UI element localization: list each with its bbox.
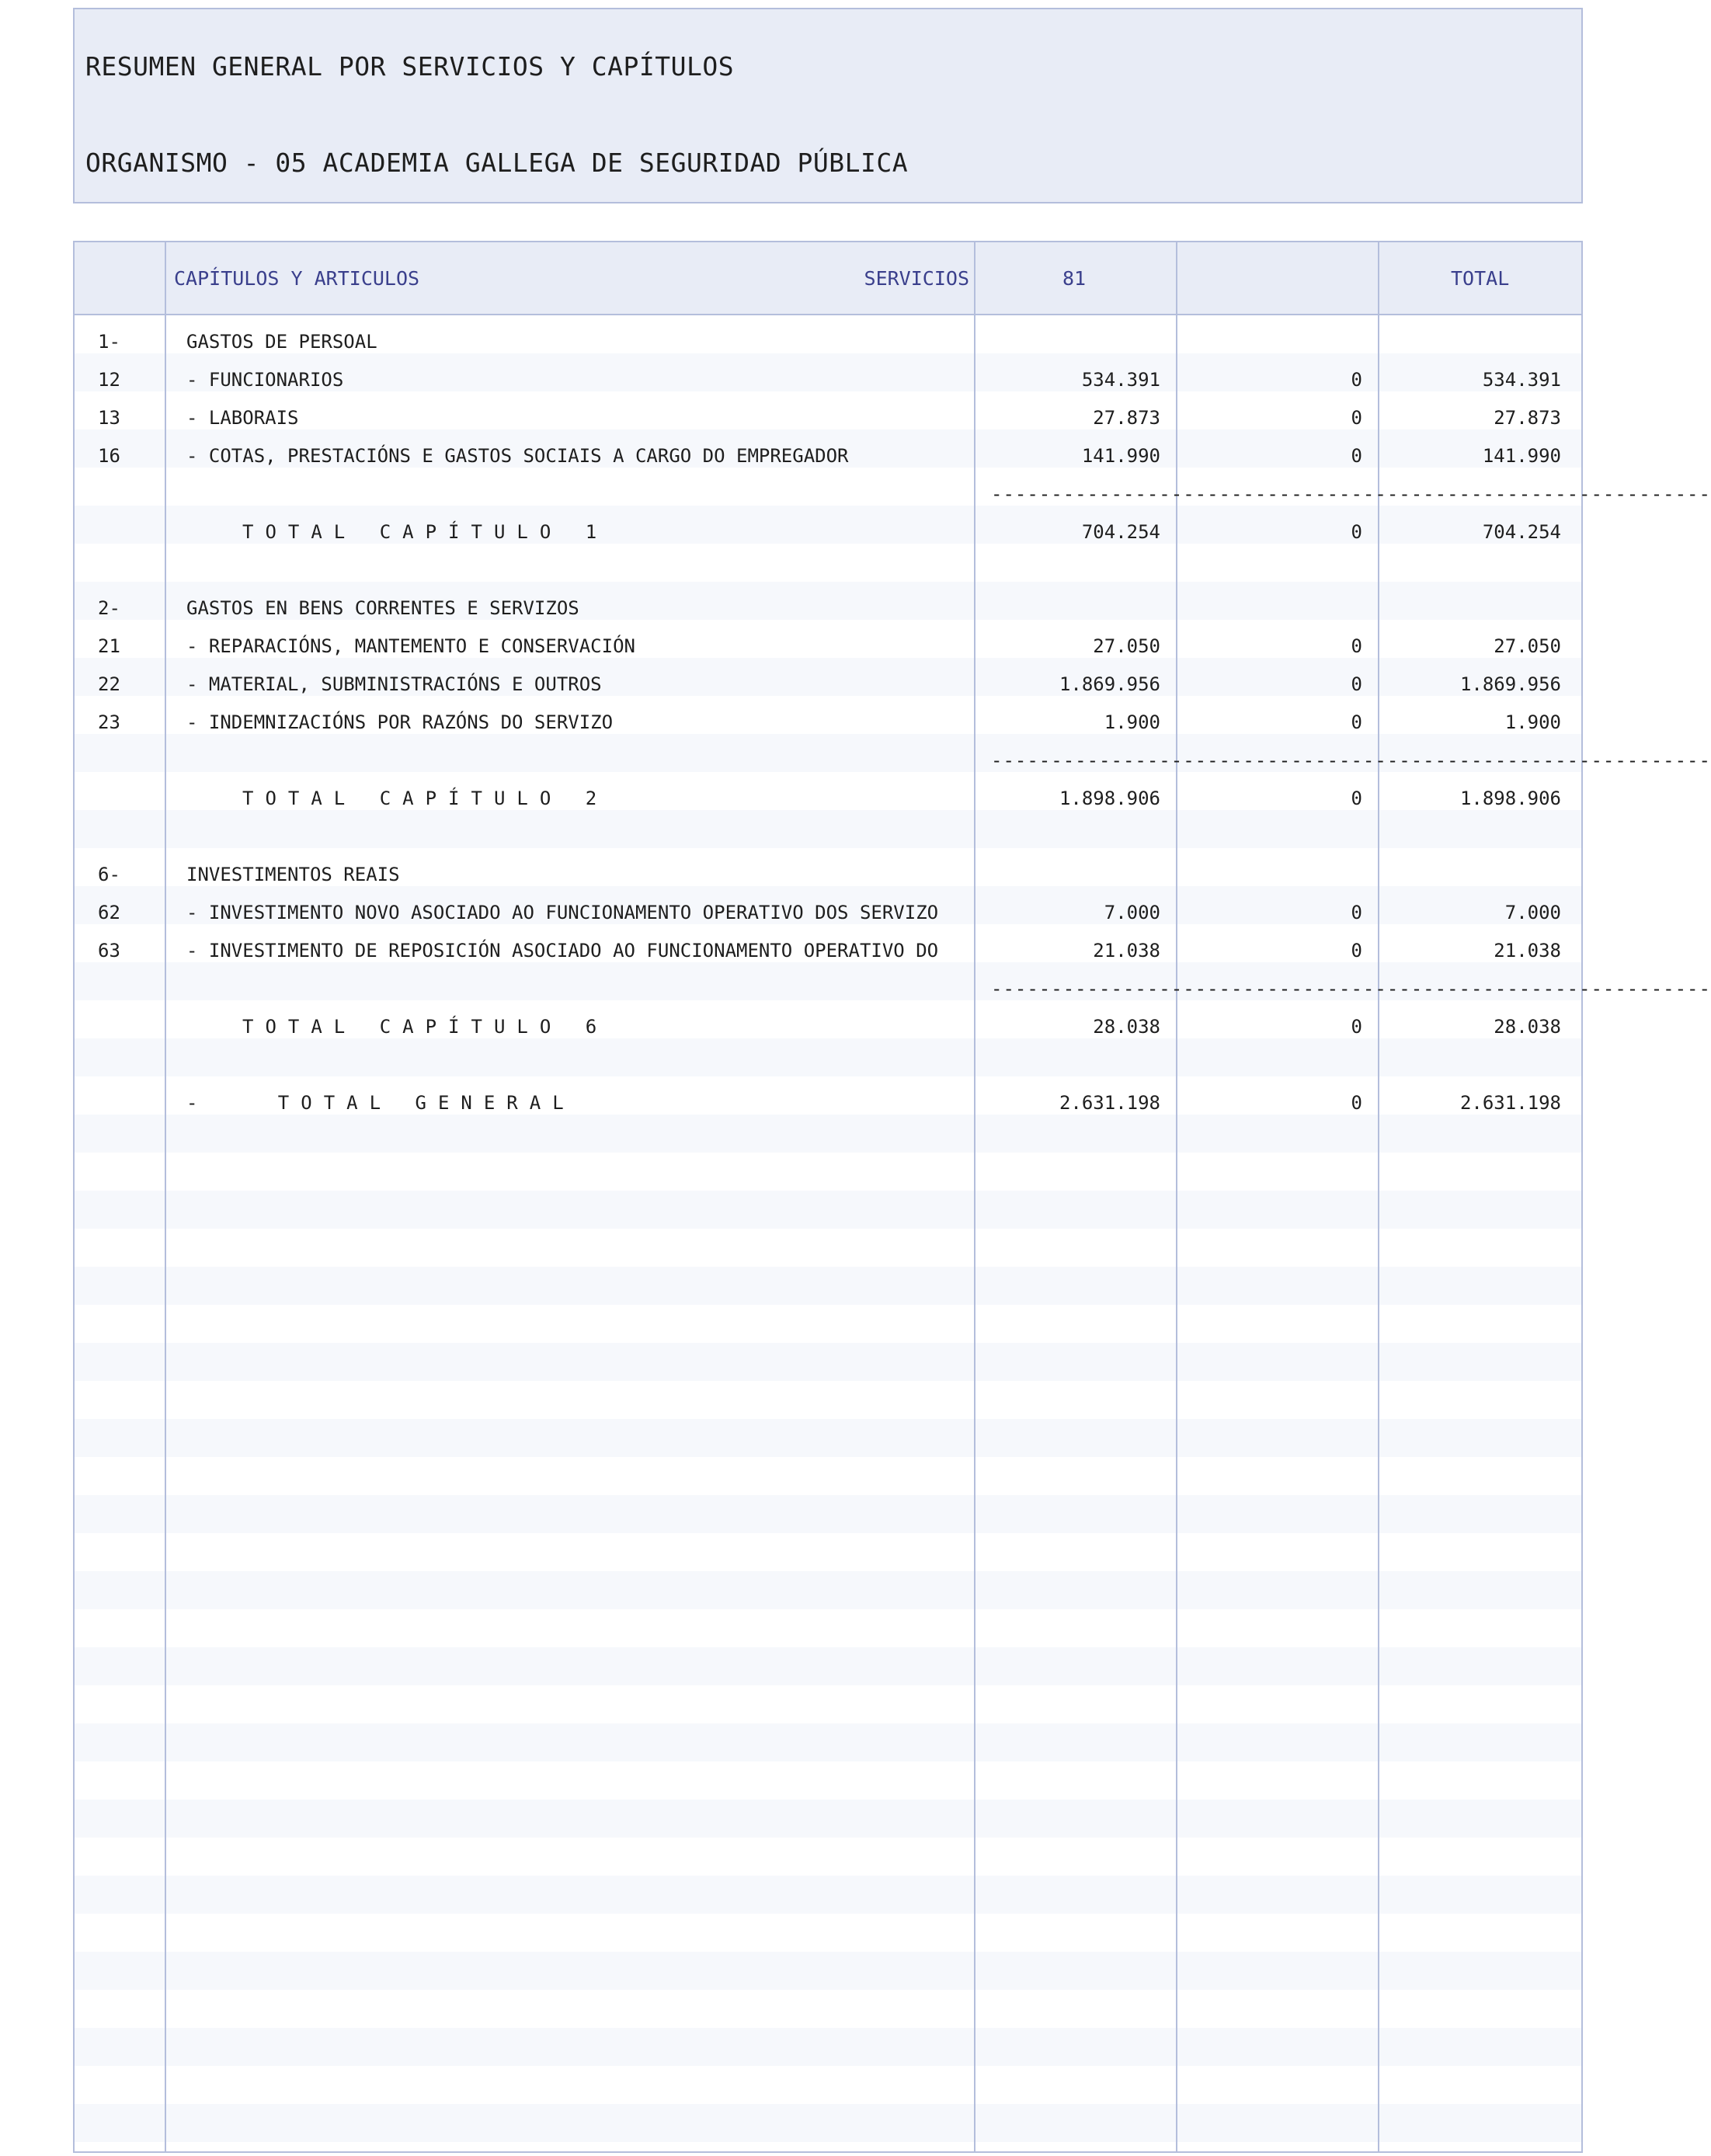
chapter-total-value: 28.038	[1494, 1016, 1561, 1038]
total-value: 141.990	[1482, 445, 1561, 467]
other-service-value: 0	[1351, 445, 1362, 467]
column-header-service-81: 81	[1062, 267, 1087, 290]
chapter-total-label: TOTAL CAPÍTULO 2	[242, 788, 609, 809]
total-value: 1.900	[1504, 711, 1561, 733]
report-header	[73, 8, 1583, 203]
service-81-value: 1.900	[1104, 711, 1160, 733]
chapter-code: 6-	[98, 864, 120, 885]
other-service-value: 0	[1351, 673, 1362, 695]
chapter-total-other: 0	[1351, 521, 1362, 543]
row-stripe	[75, 1419, 1581, 1457]
chapter-total-value: 704.254	[1482, 521, 1561, 543]
service-81-value: 1.869.956	[1059, 673, 1160, 695]
chapter-name: INVESTIMENTOS REAIS	[186, 864, 400, 885]
row-stripe	[75, 1952, 1581, 1990]
chapter-code: 2-	[98, 597, 120, 619]
chapter-total-service-81: 704.254	[1081, 521, 1160, 543]
article-description: - LABORAIS	[186, 407, 299, 429]
other-service-value: 0	[1351, 711, 1362, 733]
row-stripe	[75, 1115, 1581, 1153]
total-value: 1.869.956	[1459, 673, 1561, 695]
chapter-total-service-81: 1.898.906	[1059, 788, 1160, 809]
service-81-value: 21.038	[1093, 940, 1160, 962]
article-description: - INVESTIMENTO DE REPOSICIÓN ASOCIADO AO FUNCIONAMENTO OPERATIVO DO	[186, 940, 939, 962]
article-description: - FUNCIONARIOS	[186, 369, 344, 391]
article-code: 13	[98, 407, 120, 429]
other-service-value: 0	[1351, 940, 1362, 962]
other-service-value: 0	[1351, 407, 1362, 429]
column-divider	[974, 242, 975, 2151]
article-code: 22	[98, 673, 120, 695]
row-stripe	[75, 810, 1581, 848]
total-value: 27.873	[1494, 407, 1561, 429]
total-value: 21.038	[1494, 940, 1561, 962]
grand-total-label: - TOTAL GENERAL	[186, 1092, 576, 1114]
column-divider	[1378, 242, 1379, 2151]
article-code: 16	[98, 445, 120, 467]
subtotal-separator: ------------------------------------------------------------	[991, 749, 1711, 771]
service-81-value: 534.391	[1081, 369, 1160, 391]
column-header-services: SERVICIOS	[864, 267, 969, 290]
other-service-value: 0	[1351, 902, 1362, 923]
row-stripe	[75, 1038, 1581, 1076]
organism-title: ORGANISMO - 05 ACADEMIA GALLEGA DE SEGURIDAD PÚBLICA	[85, 148, 909, 178]
chapter-code: 1-	[98, 331, 120, 353]
grand-total-value: 2.631.198	[1459, 1092, 1561, 1114]
row-stripe	[75, 1723, 1581, 1761]
total-value: 534.391	[1482, 369, 1561, 391]
article-code: 21	[98, 635, 120, 657]
chapter-total-service-81: 28.038	[1093, 1016, 1160, 1038]
article-description: - INDEMNIZACIÓNS POR RAZÓNS DO SERVIZO	[186, 711, 614, 733]
budget-table	[73, 241, 1711, 2153]
column-divider	[1176, 242, 1177, 2151]
other-service-value: 0	[1351, 369, 1362, 391]
chapter-total-value: 1.898.906	[1459, 788, 1561, 809]
article-description: - COTAS, PRESTACIÓNS E GASTOS SOCIAIS A CARGO DO EMPREGADOR	[186, 445, 849, 467]
subtotal-separator: ------------------------------------------------------------	[991, 978, 1711, 1000]
total-value: 7.000	[1504, 902, 1561, 923]
row-stripe	[75, 2028, 1581, 2066]
subtotal-separator: ------------------------------------------------------------	[991, 483, 1711, 505]
row-stripe	[75, 1571, 1581, 1609]
chapter-total-other: 0	[1351, 1016, 1362, 1038]
service-81-value: 141.990	[1081, 445, 1160, 467]
row-stripe	[75, 1267, 1581, 1305]
grand-total-other: 0	[1351, 1092, 1362, 1114]
row-stripe	[75, 1800, 1581, 1838]
article-code: 23	[98, 711, 120, 733]
article-description: - REPARACIÓNS, MANTEMENTO E CONSERVACIÓN	[186, 635, 635, 657]
service-81-value: 27.873	[1093, 407, 1160, 429]
chapter-total-label: TOTAL CAPÍTULO 1	[242, 521, 609, 543]
column-divider	[165, 242, 166, 2151]
article-code: 63	[98, 940, 120, 962]
column-header-chapters: CAPÍTULOS Y ARTICULOS	[174, 267, 420, 290]
service-81-value: 27.050	[1093, 635, 1160, 657]
service-81-value: 7.000	[1104, 902, 1160, 923]
article-description: - MATERIAL, SUBMINISTRACIÓNS E OUTROS	[186, 673, 602, 695]
article-description: - INVESTIMENTO NOVO ASOCIADO AO FUNCIONAMENTO OPERATIVO DOS SERVIZO	[186, 902, 939, 923]
chapter-total-other: 0	[1351, 788, 1362, 809]
chapter-name: GASTOS DE PERSOAL	[186, 331, 377, 353]
chapter-name: GASTOS EN BENS CORRENTES E SERVIZOS	[186, 597, 579, 619]
row-stripe	[75, 1495, 1581, 1533]
row-stripe	[75, 1191, 1581, 1229]
report-title: RESUMEN GENERAL POR SERVICIOS Y CAPÍTULOS	[85, 51, 735, 82]
row-stripe	[75, 1343, 1581, 1381]
row-stripe	[75, 1647, 1581, 1685]
other-service-value: 0	[1351, 635, 1362, 657]
column-header-total: TOTAL	[1451, 267, 1510, 290]
article-code: 62	[98, 902, 120, 923]
table-header	[75, 242, 1581, 315]
total-value: 27.050	[1494, 635, 1561, 657]
chapter-total-label: TOTAL CAPÍTULO 6	[242, 1016, 609, 1038]
grand-total-service-81: 2.631.198	[1059, 1092, 1160, 1114]
article-code: 12	[98, 369, 120, 391]
row-stripe	[75, 1876, 1581, 1914]
row-stripe	[75, 2104, 1581, 2142]
